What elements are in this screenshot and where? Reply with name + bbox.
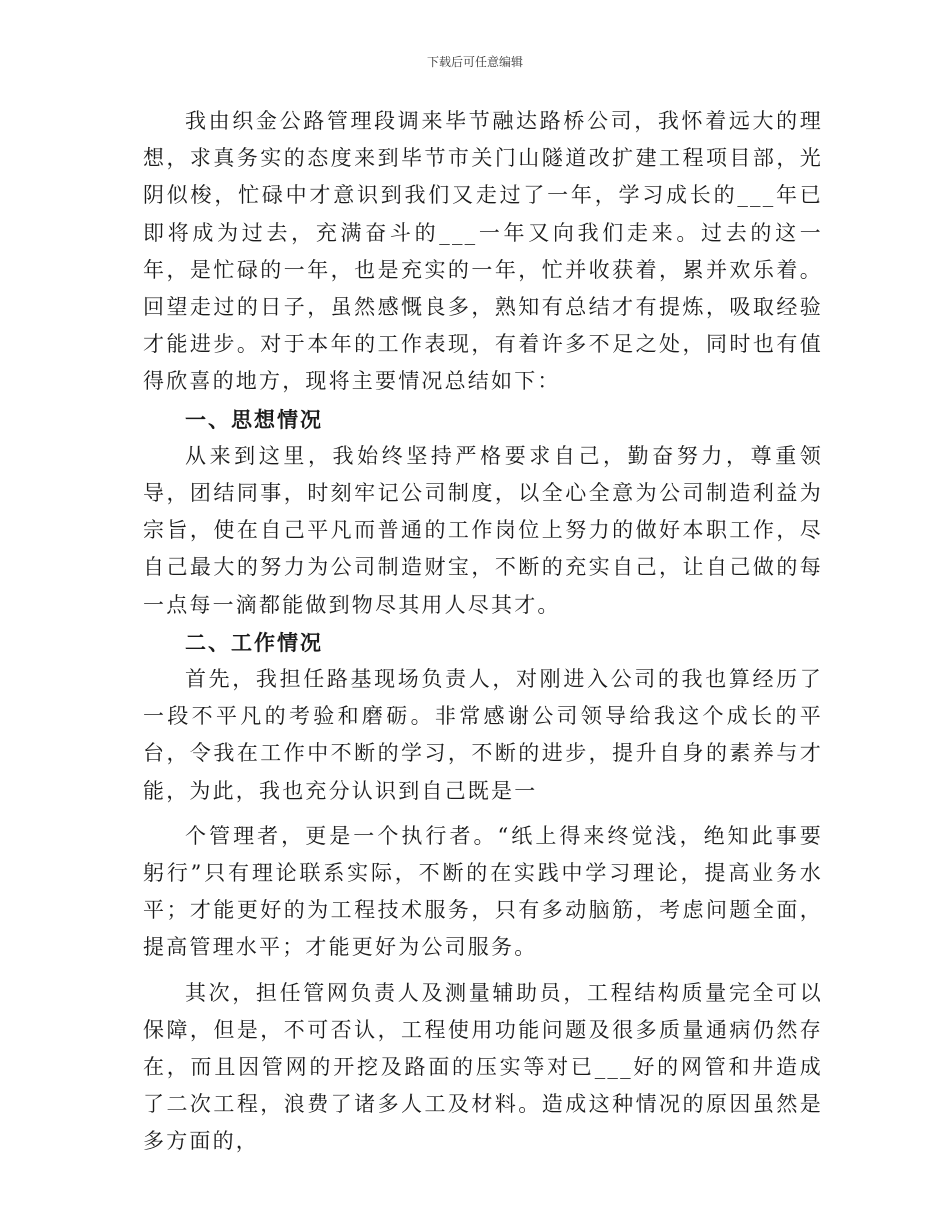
intro-paragraph: 我由织金公路管理段调来毕节融达路桥公司，我怀着远大的理想，求真务实的态度来到毕节市关门山隧道改扩建工程项目部，光阴似梭，忙碌中才意识到我们又走过了一年，学习成长的___年已即将成为过去，充满奋斗的___一年又向我们走来。过去的这一年，是忙碌的一年，也是充实的一年，忙并收获着，累并欢乐着。回望走过的日子，虽然感慨良多，熟知有总结才有提炼，吸取经验才能进步。对于本年的工作表现，有着许多不足之处，同时也有值得欣喜的地方，现将主要情况总结如下：: [143, 109, 823, 394]
section-heading-thought: 一、思想情况: [185, 406, 323, 432]
work-paragraph-first: 首先，我担任路基现场负责人，对刚进入公司的我也算经历了一段不平凡的考验和磨砺。非常感谢公司领导给我这个成长的平台，令我在工作中不断的学习，不断的进步，提升自身的素养与才能，为此，我也充分认识到自己既是一: [143, 667, 823, 803]
page-header: 下载后可任意编辑: [426, 55, 523, 69]
section-heading-work: 二、工作情况: [185, 629, 323, 655]
work-paragraph-second: 其次，担任管网负责人及测量辅助员，工程结构质量完全可以保障，但是，不可否认，工程使用功能问题及很多质量通病仍然存在，而且因管网的开挖及路面的压实等对已___好的网管和井造成了二次工程，浪费了诸多人工及材料。造成这种情况的原因虽然是多方面的，: [143, 980, 823, 1154]
thought-paragraph: 从来到这里，我始终坚持严格要求自己，勤奋努力，尊重领导，团结同事，时刻牢记公司制度，以全心全意为公司制造利益为宗旨，使在自己平凡而普通的工作岗位上努力的做好本职工作，尽自己最大的努力为公司制造财宝，不断的充实自己，让自己做的每一点每一滴都能做到物尽其用人尽其才。: [143, 443, 823, 617]
work-paragraph-continued: 个管理者，更是一个执行者。“纸上得来终觉浅，绝知此事要躬行”只有理论联系实际，不断的在实践中学习理论，提高业务水平；才能更好的为工程技术服务，只有多动脑筋，考虑问题全面，提高管理水平；才能更好为公司服务。: [143, 823, 823, 960]
document-body: [143, 103, 823, 1161]
